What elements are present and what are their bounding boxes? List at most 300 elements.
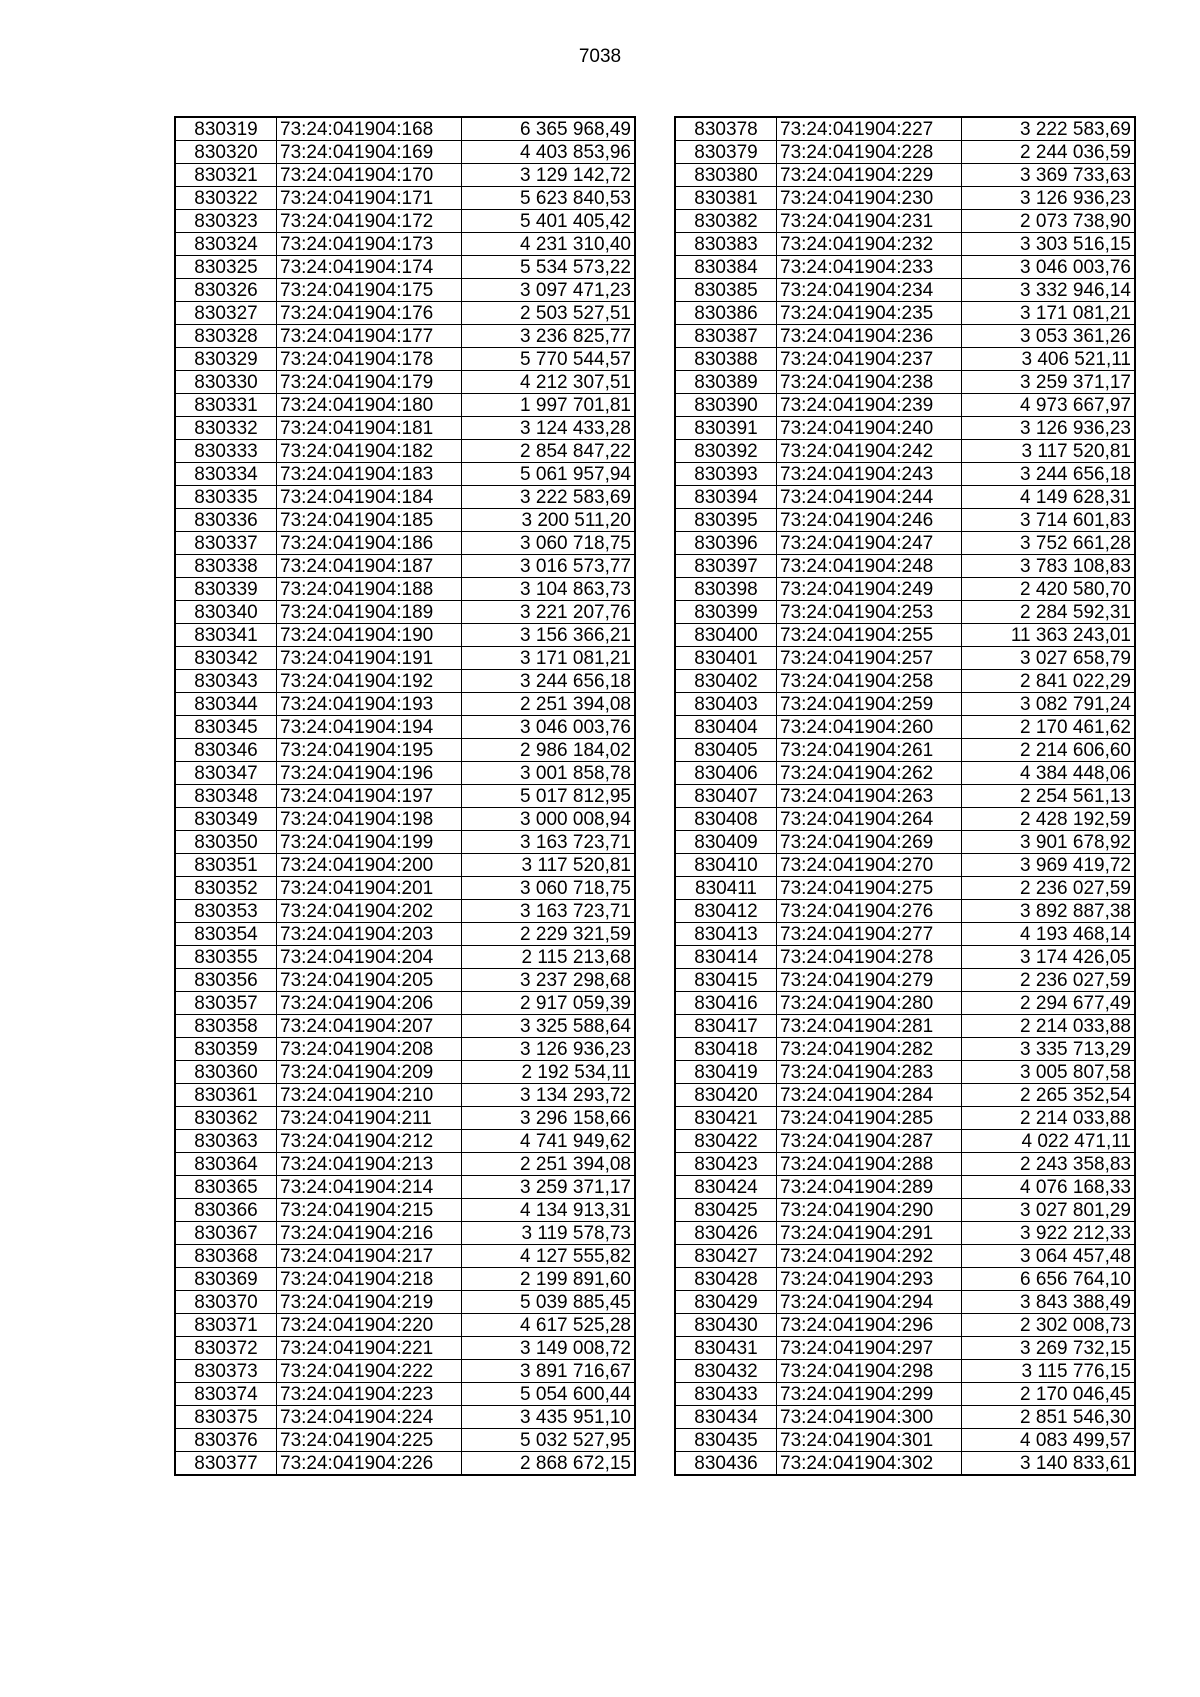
record-number-cell: 830402 (675, 670, 777, 693)
cadastral-number-cell: 73:24:041904:223 (277, 1383, 462, 1406)
table-row (675, 877, 1135, 900)
cadastral-value-cell: 5 534 573,22 (462, 256, 636, 279)
record-number-cell: 830329 (175, 348, 277, 371)
table-row (675, 969, 1135, 992)
cadastral-value-cell: 2 854 847,22 (462, 440, 636, 463)
cadastral-value-cell: 3 124 433,28 (462, 417, 636, 440)
cadastral-number-cell: 73:24:041904:204 (277, 946, 462, 969)
cadastral-value-cell: 2 251 394,08 (462, 693, 636, 716)
cadastral-number-cell: 73:24:041904:191 (277, 647, 462, 670)
cadastral-value-cell: 4 193 468,14 (962, 923, 1136, 946)
cadastral-number-cell: 73:24:041904:188 (277, 578, 462, 601)
table-row (675, 831, 1135, 854)
cadastral-value-cell: 3 060 718,75 (462, 877, 636, 900)
cadastral-number-cell: 73:24:041904:180 (277, 394, 462, 417)
cadastral-value-cell: 2 073 738,90 (962, 210, 1136, 233)
cadastral-value-cell: 3 104 863,73 (462, 578, 636, 601)
record-number-cell: 830419 (675, 1061, 777, 1084)
cadastral-value-cell: 5 061 957,94 (462, 463, 636, 486)
record-number-cell: 830326 (175, 279, 277, 302)
cadastral-value-cell: 3 783 108,83 (962, 555, 1136, 578)
cadastral-number-cell: 73:24:041904:283 (777, 1061, 962, 1084)
table-row (675, 716, 1135, 739)
cadastral-value-cell: 4 403 853,96 (462, 141, 636, 164)
cadastral-value-cell: 11 363 243,01 (962, 624, 1136, 647)
record-number-cell: 830343 (175, 670, 277, 693)
record-number-cell: 830319 (175, 117, 277, 141)
record-number-cell: 830324 (175, 233, 277, 256)
cadastral-value-cell: 4 083 499,57 (962, 1429, 1136, 1452)
table-row (675, 946, 1135, 969)
table-row (175, 1406, 635, 1429)
table-row (175, 509, 635, 532)
record-number-cell: 830406 (675, 762, 777, 785)
record-number-cell: 830351 (175, 854, 277, 877)
table-row (175, 463, 635, 486)
record-number-cell: 830346 (175, 739, 277, 762)
table-row (675, 1084, 1135, 1107)
table-row (175, 900, 635, 923)
table-row (175, 1038, 635, 1061)
table-row (175, 1153, 635, 1176)
table-row (175, 1245, 635, 1268)
cadastral-number-cell: 73:24:041904:211 (277, 1107, 462, 1130)
cadastral-number-cell: 73:24:041904:219 (277, 1291, 462, 1314)
record-number-cell: 830398 (675, 578, 777, 601)
record-number-cell: 830399 (675, 601, 777, 624)
cadastral-value-cell: 3 843 388,49 (962, 1291, 1136, 1314)
table-row (675, 279, 1135, 302)
cadastral-number-cell: 73:24:041904:237 (777, 348, 962, 371)
record-number-cell: 830372 (175, 1337, 277, 1360)
cadastral-number-cell: 73:24:041904:187 (277, 555, 462, 578)
table-row (675, 1337, 1135, 1360)
cadastral-number-cell: 73:24:041904:194 (277, 716, 462, 739)
cadastral-value-cell: 3 901 678,92 (962, 831, 1136, 854)
cadastral-value-cell: 4 212 307,51 (462, 371, 636, 394)
cadastral-value-cell: 2 302 008,73 (962, 1314, 1136, 1337)
table-row (175, 256, 635, 279)
table-row (175, 578, 635, 601)
cadastral-number-cell: 73:24:041904:239 (777, 394, 962, 417)
table-row (675, 486, 1135, 509)
cadastral-number-cell: 73:24:041904:302 (777, 1452, 962, 1476)
cadastral-number-cell: 73:24:041904:175 (277, 279, 462, 302)
table-row (675, 1291, 1135, 1314)
table-row (675, 693, 1135, 716)
table-row (675, 1130, 1135, 1153)
cadastral-value-cell: 3 060 718,75 (462, 532, 636, 555)
record-number-cell: 830341 (175, 624, 277, 647)
cadastral-number-cell: 73:24:041904:171 (277, 187, 462, 210)
cadastral-value-cell: 5 032 527,95 (462, 1429, 636, 1452)
cadastral-number-cell: 73:24:041904:193 (277, 693, 462, 716)
record-number-cell: 830377 (175, 1452, 277, 1476)
record-number-cell: 830336 (175, 509, 277, 532)
cadastral-value-cell: 2 236 027,59 (962, 877, 1136, 900)
table-row (675, 1406, 1135, 1429)
record-number-cell: 830420 (675, 1084, 777, 1107)
record-number-cell: 830350 (175, 831, 277, 854)
table-row (675, 325, 1135, 348)
cadastral-value-cell: 3 891 716,67 (462, 1360, 636, 1383)
cadastral-value-cell: 4 973 667,97 (962, 394, 1136, 417)
record-number-cell: 830382 (675, 210, 777, 233)
cadastral-number-cell: 73:24:041904:248 (777, 555, 962, 578)
record-number-cell: 830397 (675, 555, 777, 578)
table-row (175, 808, 635, 831)
cadastral-number-cell: 73:24:041904:216 (277, 1222, 462, 1245)
cadastral-number-cell: 73:24:041904:234 (777, 279, 962, 302)
table-row (175, 371, 635, 394)
cadastral-number-cell: 73:24:041904:183 (277, 463, 462, 486)
cadastral-number-cell: 73:24:041904:264 (777, 808, 962, 831)
record-number-cell: 830330 (175, 371, 277, 394)
cadastral-number-cell: 73:24:041904:230 (777, 187, 962, 210)
cadastral-value-cell: 3 752 661,28 (962, 532, 1136, 555)
cadastral-value-cell: 3 126 936,23 (462, 1038, 636, 1061)
cadastral-number-cell: 73:24:041904:185 (277, 509, 462, 532)
cadastral-value-cell: 3 027 801,29 (962, 1199, 1136, 1222)
record-number-cell: 830347 (175, 762, 277, 785)
cadastral-value-cell: 3 126 936,23 (962, 187, 1136, 210)
cadastral-value-cell: 4 134 913,31 (462, 1199, 636, 1222)
cadastral-value-cell: 3 053 361,26 (962, 325, 1136, 348)
table-row (175, 969, 635, 992)
table-row (675, 302, 1135, 325)
cadastral-value-cell: 2 254 561,13 (962, 785, 1136, 808)
cadastral-value-cell: 3 259 371,17 (962, 371, 1136, 394)
cadastral-number-cell: 73:24:041904:243 (777, 463, 962, 486)
table-row (175, 532, 635, 555)
table-row (175, 693, 635, 716)
record-number-cell: 830333 (175, 440, 277, 463)
cadastral-value-cell: 3 222 583,69 (462, 486, 636, 509)
record-number-cell: 830380 (675, 164, 777, 187)
table-row (175, 1015, 635, 1038)
record-number-cell: 830363 (175, 1130, 277, 1153)
table-row (175, 785, 635, 808)
cadastral-number-cell: 73:24:041904:275 (777, 877, 962, 900)
cadastral-number-cell: 73:24:041904:242 (777, 440, 962, 463)
table-row (175, 417, 635, 440)
cadastral-number-cell: 73:24:041904:198 (277, 808, 462, 831)
cadastral-number-cell: 73:24:041904:222 (277, 1360, 462, 1383)
record-number-cell: 830323 (175, 210, 277, 233)
table-row (675, 624, 1135, 647)
cadastral-number-cell: 73:24:041904:177 (277, 325, 462, 348)
cadastral-value-cell: 3 714 601,83 (962, 509, 1136, 532)
cadastral-value-cell: 3 064 457,48 (962, 1245, 1136, 1268)
record-number-cell: 830355 (175, 946, 277, 969)
cadastral-value-cell: 3 222 583,69 (962, 117, 1136, 141)
record-number-cell: 830411 (675, 877, 777, 900)
table-row (175, 210, 635, 233)
table-row (675, 371, 1135, 394)
record-number-cell: 830379 (675, 141, 777, 164)
record-number-cell: 830407 (675, 785, 777, 808)
table-row (175, 486, 635, 509)
record-number-cell: 830345 (175, 716, 277, 739)
table-row (675, 187, 1135, 210)
cadastral-value-cell: 2 428 192,59 (962, 808, 1136, 831)
cadastral-number-cell: 73:24:041904:247 (777, 532, 962, 555)
cadastral-number-cell: 73:24:041904:202 (277, 900, 462, 923)
record-number-cell: 830431 (675, 1337, 777, 1360)
table-row (675, 1383, 1135, 1406)
cadastral-value-cell: 3 244 656,18 (462, 670, 636, 693)
cadastral-number-cell: 73:24:041904:197 (277, 785, 462, 808)
cadastral-number-cell: 73:24:041904:217 (277, 1245, 462, 1268)
table-row (675, 1314, 1135, 1337)
cadastral-number-cell: 73:24:041904:298 (777, 1360, 962, 1383)
cadastral-number-cell: 73:24:041904:294 (777, 1291, 962, 1314)
cadastral-number-cell: 73:24:041904:244 (777, 486, 962, 509)
cadastral-number-cell: 73:24:041904:236 (777, 325, 962, 348)
cadastral-number-cell: 73:24:041904:181 (277, 417, 462, 440)
record-number-cell: 830378 (675, 117, 777, 141)
cadastral-value-cell: 3 140 833,61 (962, 1452, 1136, 1476)
table-row (175, 440, 635, 463)
record-number-cell: 830359 (175, 1038, 277, 1061)
cadastral-value-cell: 3 156 366,21 (462, 624, 636, 647)
table-row (675, 164, 1135, 187)
cadastral-number-cell: 73:24:041904:172 (277, 210, 462, 233)
cadastral-value-cell: 3 000 008,94 (462, 808, 636, 831)
record-number-cell: 830374 (175, 1383, 277, 1406)
cadastral-value-cell: 3 369 733,63 (962, 164, 1136, 187)
cadastral-number-cell: 73:24:041904:201 (277, 877, 462, 900)
cadastral-number-cell: 73:24:041904:186 (277, 532, 462, 555)
cadastral-value-cell: 5 039 885,45 (462, 1291, 636, 1314)
cadastral-number-cell: 73:24:041904:205 (277, 969, 462, 992)
table-row (675, 1429, 1135, 1452)
cadastral-number-cell: 73:24:041904:206 (277, 992, 462, 1015)
record-number-cell: 830375 (175, 1406, 277, 1429)
cadastral-value-cell: 4 231 310,40 (462, 233, 636, 256)
cadastral-value-cell: 3 221 207,76 (462, 601, 636, 624)
table-row (675, 762, 1135, 785)
table-row (675, 1360, 1135, 1383)
table-row (675, 509, 1135, 532)
record-number-cell: 830414 (675, 946, 777, 969)
table-row (175, 1337, 635, 1360)
cadastral-value-cell: 2 214 033,88 (962, 1015, 1136, 1038)
table-row (675, 210, 1135, 233)
table-row (175, 831, 635, 854)
cadastral-value-cell: 2 115 213,68 (462, 946, 636, 969)
table-row (175, 647, 635, 670)
cadastral-value-cell: 3 236 825,77 (462, 325, 636, 348)
cadastral-value-cell: 3 335 713,29 (962, 1038, 1136, 1061)
table-row (675, 1222, 1135, 1245)
cadastral-value-cell: 5 054 600,44 (462, 1383, 636, 1406)
table-row (675, 440, 1135, 463)
cadastral-value-cell: 3 149 008,72 (462, 1337, 636, 1360)
cadastral-value-cell: 3 325 588,64 (462, 1015, 636, 1038)
cadastral-number-cell: 73:24:041904:282 (777, 1038, 962, 1061)
cadastral-value-cell: 3 027 658,79 (962, 647, 1136, 670)
record-number-cell: 830373 (175, 1360, 277, 1383)
cadastral-number-cell: 73:24:041904:263 (777, 785, 962, 808)
table-row (175, 394, 635, 417)
cadastral-number-cell: 73:24:041904:235 (777, 302, 962, 325)
cadastral-value-cell: 2 192 534,11 (462, 1061, 636, 1084)
record-number-cell: 830417 (675, 1015, 777, 1038)
register-table-right (674, 116, 1136, 1476)
cadastral-value-cell: 2 170 461,62 (962, 716, 1136, 739)
table-row (175, 601, 635, 624)
record-number-cell: 830384 (675, 256, 777, 279)
cadastral-number-cell: 73:24:041904:287 (777, 1130, 962, 1153)
cadastral-value-cell: 2 265 352,54 (962, 1084, 1136, 1107)
cadastral-value-cell: 3 200 511,20 (462, 509, 636, 532)
cadastral-number-cell: 73:24:041904:289 (777, 1176, 962, 1199)
table-row (675, 647, 1135, 670)
cadastral-value-cell: 3 126 936,23 (962, 417, 1136, 440)
record-number-cell: 830325 (175, 256, 277, 279)
cadastral-number-cell: 73:24:041904:179 (277, 371, 462, 394)
record-number-cell: 830435 (675, 1429, 777, 1452)
cadastral-number-cell: 73:24:041904:258 (777, 670, 962, 693)
record-number-cell: 830418 (675, 1038, 777, 1061)
table-row (675, 1268, 1135, 1291)
cadastral-number-cell: 73:24:041904:292 (777, 1245, 962, 1268)
cadastral-value-cell: 5 401 405,42 (462, 210, 636, 233)
cadastral-number-cell: 73:24:041904:218 (277, 1268, 462, 1291)
cadastral-number-cell: 73:24:041904:199 (277, 831, 462, 854)
cadastral-number-cell: 73:24:041904:291 (777, 1222, 962, 1245)
cadastral-value-cell: 3 046 003,76 (962, 256, 1136, 279)
table-row (175, 1084, 635, 1107)
cadastral-number-cell: 73:24:041904:297 (777, 1337, 962, 1360)
table-row (675, 348, 1135, 371)
table-row (175, 117, 635, 141)
cadastral-value-cell: 3 005 807,58 (962, 1061, 1136, 1084)
cadastral-number-cell: 73:24:041904:203 (277, 923, 462, 946)
table-row (175, 670, 635, 693)
record-number-cell: 830358 (175, 1015, 277, 1038)
cadastral-value-cell: 3 097 471,23 (462, 279, 636, 302)
record-number-cell: 830340 (175, 601, 277, 624)
cadastral-value-cell: 3 303 516,15 (962, 233, 1136, 256)
record-number-cell: 830423 (675, 1153, 777, 1176)
cadastral-value-cell: 3 332 946,14 (962, 279, 1136, 302)
cadastral-value-cell: 2 243 358,83 (962, 1153, 1136, 1176)
cadastral-number-cell: 73:24:041904:192 (277, 670, 462, 693)
cadastral-value-cell: 4 022 471,11 (962, 1130, 1136, 1153)
record-number-cell: 830339 (175, 578, 277, 601)
record-number-cell: 830386 (675, 302, 777, 325)
cadastral-value-cell: 3 174 426,05 (962, 946, 1136, 969)
table-row (175, 325, 635, 348)
table-row (175, 141, 635, 164)
cadastral-number-cell: 73:24:041904:224 (277, 1406, 462, 1429)
cadastral-number-cell: 73:24:041904:255 (777, 624, 962, 647)
table-row (675, 141, 1135, 164)
record-number-cell: 830403 (675, 693, 777, 716)
cadastral-value-cell: 2 251 394,08 (462, 1153, 636, 1176)
table-row (175, 1452, 635, 1476)
table-row (175, 348, 635, 371)
cadastral-number-cell: 73:24:041904:215 (277, 1199, 462, 1222)
cadastral-value-cell: 2 229 321,59 (462, 923, 636, 946)
cadastral-number-cell: 73:24:041904:269 (777, 831, 962, 854)
cadastral-number-cell: 73:24:041904:288 (777, 1153, 962, 1176)
cadastral-number-cell: 73:24:041904:293 (777, 1268, 962, 1291)
table-row (175, 854, 635, 877)
cadastral-number-cell: 73:24:041904:249 (777, 578, 962, 601)
table-row (175, 279, 635, 302)
record-number-cell: 830362 (175, 1107, 277, 1130)
table-row (175, 1199, 635, 1222)
record-number-cell: 830421 (675, 1107, 777, 1130)
cadastral-value-cell: 4 076 168,33 (962, 1176, 1136, 1199)
cadastral-number-cell: 73:24:041904:277 (777, 923, 962, 946)
table-row (675, 233, 1135, 256)
cadastral-value-cell: 3 892 887,38 (962, 900, 1136, 923)
cadastral-number-cell: 73:24:041904:253 (777, 601, 962, 624)
record-number-cell: 830332 (175, 417, 277, 440)
table-row (175, 739, 635, 762)
record-number-cell: 830354 (175, 923, 277, 946)
record-number-cell: 830404 (675, 716, 777, 739)
record-number-cell: 830413 (675, 923, 777, 946)
cadastral-value-cell: 4 617 525,28 (462, 1314, 636, 1337)
cadastral-number-cell: 73:24:041904:212 (277, 1130, 462, 1153)
table-row (175, 1429, 635, 1452)
cadastral-value-cell: 3 082 791,24 (962, 693, 1136, 716)
cadastral-number-cell: 73:24:041904:210 (277, 1084, 462, 1107)
cadastral-number-cell: 73:24:041904:226 (277, 1452, 462, 1476)
record-number-cell: 830327 (175, 302, 277, 325)
cadastral-value-cell: 3 046 003,76 (462, 716, 636, 739)
page-number: 7038 (578, 46, 622, 67)
record-number-cell: 830320 (175, 141, 277, 164)
cadastral-number-cell: 73:24:041904:301 (777, 1429, 962, 1452)
record-number-cell: 830321 (175, 164, 277, 187)
cadastral-value-cell: 2 170 046,45 (962, 1383, 1136, 1406)
cadastral-value-cell: 6 656 764,10 (962, 1268, 1136, 1291)
record-number-cell: 830425 (675, 1199, 777, 1222)
table-row (175, 1360, 635, 1383)
record-number-cell: 830405 (675, 739, 777, 762)
record-number-cell: 830376 (175, 1429, 277, 1452)
table-row (175, 555, 635, 578)
cadastral-value-cell: 4 149 628,31 (962, 486, 1136, 509)
table-row (175, 1176, 635, 1199)
record-number-cell: 830392 (675, 440, 777, 463)
cadastral-value-cell: 3 115 776,15 (962, 1360, 1136, 1383)
record-number-cell: 830328 (175, 325, 277, 348)
table-row (175, 992, 635, 1015)
cadastral-number-cell: 73:24:041904:278 (777, 946, 962, 969)
cadastral-value-cell: 3 001 858,78 (462, 762, 636, 785)
cadastral-value-cell: 3 244 656,18 (962, 463, 1136, 486)
cadastral-value-cell: 1 997 701,81 (462, 394, 636, 417)
table-row (175, 1268, 635, 1291)
table-row (675, 992, 1135, 1015)
cadastral-number-cell: 73:24:041904:213 (277, 1153, 462, 1176)
cadastral-number-cell: 73:24:041904:189 (277, 601, 462, 624)
record-number-cell: 830393 (675, 463, 777, 486)
record-number-cell: 830391 (675, 417, 777, 440)
table-row (675, 555, 1135, 578)
cadastral-value-cell: 2 986 184,02 (462, 739, 636, 762)
record-number-cell: 830409 (675, 831, 777, 854)
cadastral-number-cell: 73:24:041904:168 (277, 117, 462, 141)
cadastral-number-cell: 73:24:041904:174 (277, 256, 462, 279)
